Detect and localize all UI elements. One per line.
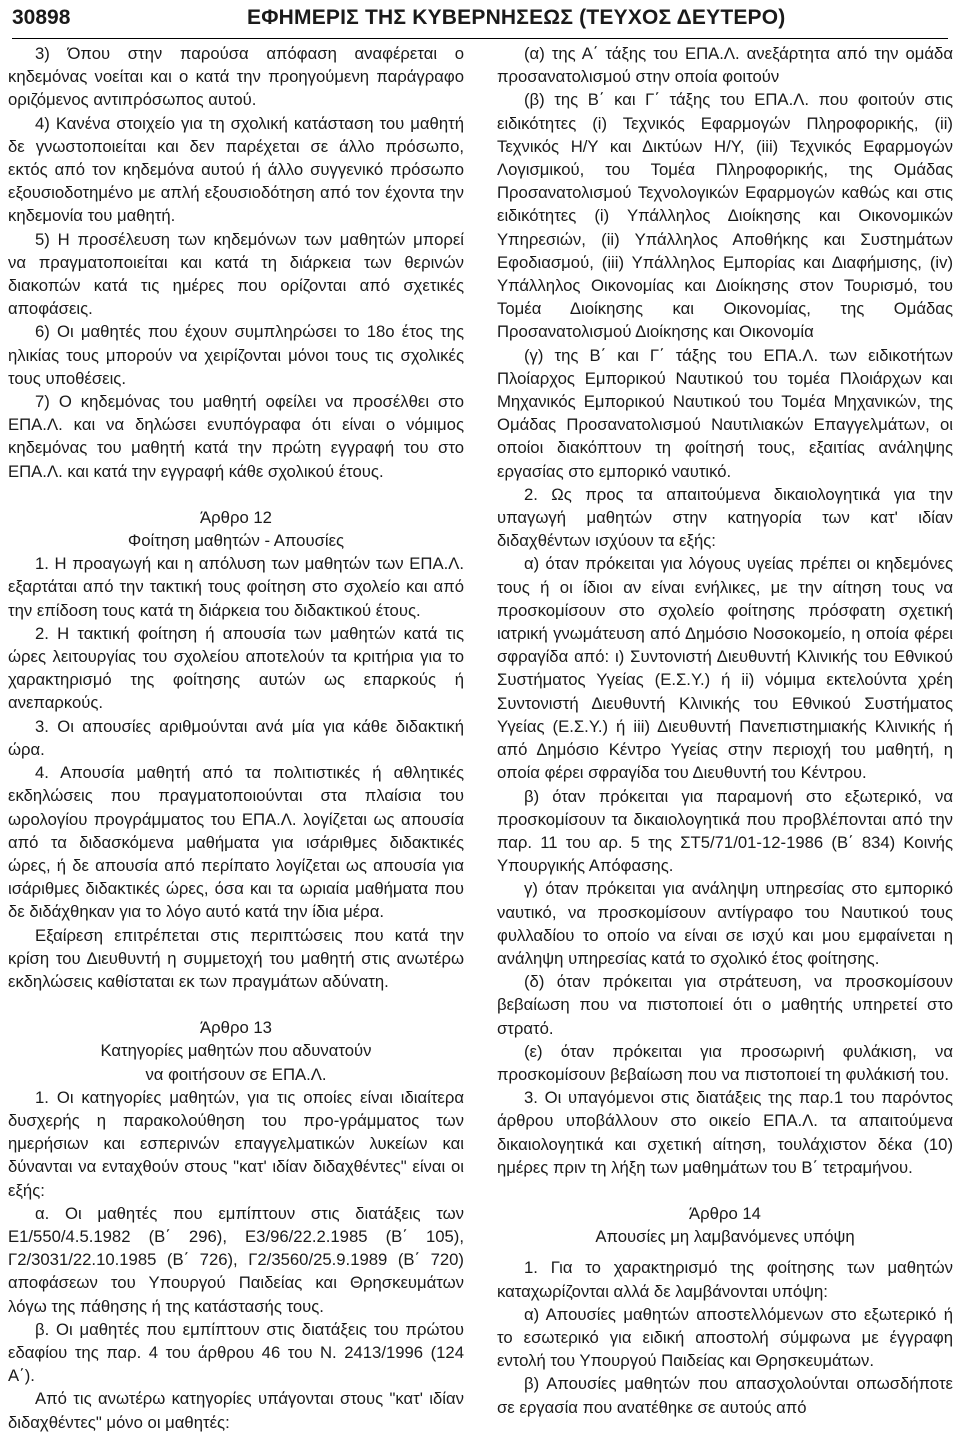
spacer bbox=[8, 483, 464, 506]
paragraph: β. Οι μαθητές που εμπίπτουν στις διατάξεις του πρώτου εδαφίου της παρ. 4 του άρθρου 46 του Ν. 2413/1996 (124 Α΄). bbox=[8, 1319, 464, 1386]
spacer bbox=[8, 993, 464, 1016]
paragraph: Από τις ανωτέρω κατηγορίες υπάγονται στους "κατ' ιδίαν διδαχθέντες" μόνο οι μαθητές: bbox=[8, 1389, 464, 1432]
gazette-title: ΕΦΗΜΕΡΙΣ ΤΗΣ ΚΥΒΕΡΝΗΣΕΩΣ (ΤΕΥΧΟΣ ΔΕΥΤΕΡΟ) bbox=[247, 6, 786, 29]
paragraph: 3. Οι απουσίες αριθμούνται ανά μία για κάθε διδακτική ώρα. bbox=[8, 716, 464, 759]
paragraph: 1. Η προαγωγή και η απόλυση των μαθητών των ΕΠΑ.Λ. εξαρτάται από την τακτική τους φοίτηση στο σχολείο και από την επίδοση τους κατά τη διάρκεια του διδακτικού έτους. bbox=[8, 554, 464, 620]
paragraph: 1. Για το χαρακτηρισμό της φοίτησης των μαθητών καταχωρίζονται αλλά δε λαμβάνονται υπόψη: bbox=[497, 1258, 953, 1301]
paragraph: 4) Κανένα στοιχείο για τη σχολική κατάσταση του μαθητή δε γνωστοποιείται και δεν παρέχεται σε άλλο πρόσωπο, εκτός από τον κηδεμόνα αυτού ή άλλο συγγενικό πρόσωπο εξουσιοδοτημένο με απλή εξουσιοδότηση από τον έχοντα την κηδεμονία του μαθητή. bbox=[8, 113, 464, 226]
paragraph: 7) Ο κηδεμόνας του μαθητή οφείλει να προσέλθει στο ΕΠΑ.Λ. και να δηλώσει ενυπόγραφα ότι είναι ο νόμιμος κηδεμόνας του μαθητή κατά την πρώτη εγγραφή του στο ΕΠΑ.Λ. και κατά την εγγραφή κάθε σχολικού έτους. bbox=[8, 392, 464, 481]
paragraph: 3) Όπου στην παρούσα απόφαση αναφέρεται ο κηδεμόνας νοείται και ο κατά την προηγούμενη παράγραφο οριζόμενος αντιπρόσωπος αυτού. bbox=[8, 44, 464, 110]
spacer bbox=[497, 1179, 953, 1202]
article-12-title: Άρθρο 12 bbox=[200, 507, 272, 527]
paragraph: 4. Απουσία μαθητή από τα πολιτιστικές ή αθλητικές εκδηλώσεις που πραγματοποιούνται στα πλαίσια του ωρολογίου προγράμματος του ΕΠΑ.Λ. λογίζεται ως απουσία από τα διδασκόμενα μαθήματα για ισάριθμες διδακτικές ώρες, ή δε απουσία από περίπατο λογίζεται ως απουσία για ισάριθμες διδακτικές ώρες, όσα και τα ωριαία μαθήματα που δε διδάχθηκαν για το λόγο αυτό κατά την ίδια μέρα. bbox=[8, 763, 464, 922]
article-14-subtitle: Απουσίες μη λαμβανόμενες υπόψη bbox=[595, 1227, 855, 1247]
paragraph: 2. Ως προς τα απαιτούμενα δικαιολογητικά για την υπαγωγή μαθητών στην κατηγορία των κατ' ιδίαν διδαχθέντων ισχύουν τα εξής: bbox=[497, 484, 953, 551]
paragraph: 3. Οι υπαγόμενοι στις διατάξεις της παρ.1 του παρόντος άρθρου υποβάλλουν στο οικείο ΕΠΑ.Λ. τα απαιτούμενα δικαιολογητικά και σχετική αίτηση, τουλάχιστον δέκα (10) ημέρες πριν τη λήξη των μαθημάτων του Β΄ τετραμήνου. bbox=[497, 1088, 953, 1177]
paragraph: 2. Η τακτική φοίτηση ή απουσία των μαθητών κατά τις ώρες λειτουργίας του σχολείου αποτελούν τα κριτήρια για το χαρακτηρισμό της φοίτησης αυτών ως επαρκούς ή ανεπαρκούς. bbox=[8, 623, 464, 713]
paragraph: Εξαίρεση επιτρέπεται στις περιπτώσεις που κατά την κρίση του Διευθυντή η συμμετοχή του μαθητή στις ανωτέρω εκδηλώσεις καθίσταται εκ των πραγμάτων αδύνατη. bbox=[8, 925, 464, 991]
paragraph: α. Οι μαθητές που εμπίπτουν στις διατάξεις των Ε1/550/4.5.1982 (Β΄ 296), Ε3/96/22.2.1985 (Β΄ 105), Γ2/3031/22.10.1985 (Β΄ 726), Γ2/3560/25.9.1989 (Β΄ 720) αποφάσεων του Υπουργού Παιδείας και Θρησκευμάτων λόγω της πάθησης ή της κατάστασής τους. bbox=[8, 1203, 464, 1316]
paragraph: 6) Οι μαθητές που έχουν συμπληρώσει το 18ο έτος της ηλικίας τους μπορούν να χειρίζονται μόνοι τους τις σχολικές τους υποθέσεις. bbox=[8, 322, 464, 388]
article-12-subtitle: Φοίτηση μαθητών - Απουσίες bbox=[127, 531, 345, 551]
right-column bbox=[497, 42, 953, 1422]
article-14-title: Άρθρο 14 bbox=[689, 1203, 761, 1223]
paragraph: (δ) όταν πρόκειται για στράτευση, να προσκομίσουν βεβαίωση που να πιστοποιεί ότι ο μαθητής υπηρετεί στο στρατό. bbox=[497, 972, 953, 1038]
paragraph: (α) της Α΄ τάξης του ΕΠΑ.Λ. ανεξάρτητα από την ομάδα προσανατολισμού στην οποία φοιτούν bbox=[497, 44, 953, 87]
paragraph: 1. Οι κατηγορίες μαθητών, για τις οποίες είναι ιδιαίτερα δυσχερής η παρακολούθηση του προ-γράμματος των ημερήσιων και εσπερινών επαγγελματικών λυκείων και δύνανται να ενταχθούν στους "κατ' ιδίαν διδαχθέντες" είναι οι εξής: bbox=[8, 1087, 464, 1200]
left-column bbox=[8, 42, 464, 1432]
paragraph: (ε) όταν πρόκειται για προσωρινή φυλάκιση, να προσκομίσουν βεβαίωση που να πιστοποιεί τη φυλάκισή του. bbox=[497, 1041, 953, 1084]
paragraph: 5) Η προσέλευση των κηδεμόνων των μαθητών μπορεί να πραγματοποιείται και κατά τη διάρκεια των θερινών διακοπών κατά τις ημέρες που ορίζονται από σχετικές αποφάσεις. bbox=[8, 229, 464, 319]
paragraph: α) όταν πρόκειται για λόγους υγείας πρέπει οι κηδεμόνες τους ή οι ίδιοι αν είναι ενήλικες, με την αίτηση τους να προσκομίσουν στο σχολείο φοίτησης πρόσφατη σχετική ιατρική γνωμάτευση από Δημόσιο Νοσοκομείο, η οποία φέρει σφραγίδα από: ι) Συντονιστή Διευθυντή Κλινικής του Εθνικού Συστήματος Υγείας (Ε.Σ.Υ.) ή ii) νόμιμα εκτελούντα χρέη Συντονιστή Διευθυντή Κλινικής του Εθνικού Συστήματος Υγείας (Ε.Σ.Υ.) ή iii) Διευθυντή Πανεπιστημιακής Κλινικής ή από Δημόσιο Κέντρο Υγείας στην περιοχή του μαθητή, η οποία φέρει σφραγίδα του Διευθυντή του Κέντρου. bbox=[497, 554, 953, 783]
article-13-subtitle: να φοιτήσουν σε ΕΠΑ.Λ. bbox=[145, 1064, 327, 1084]
paragraph: γ) όταν πρόκειται για ανάληψη υπηρεσίας στο εμπορικό ναυτικό, να προσκομίσουν αντίγραφο του Ναυτικού τους φυλλαδίου το οποίο να είναι σε ισχύ και μου εμφαίνεται η ανάληψη υπηρεσίας κατά το σχολικό έτος φοίτησης. bbox=[497, 879, 953, 968]
paragraph: α) Απουσίες μαθητών αποστελλόμενων στο εξωτερικό ή το εσωτερικό για ειδική αποστολή σύμφωνα με έγγραφη εντολή του Υπουργού Παιδείας και Θρησκευμάτων. bbox=[497, 1304, 953, 1371]
spacer bbox=[497, 1248, 953, 1256]
page-header bbox=[12, 4, 948, 39]
page-number: 30898 bbox=[12, 6, 71, 29]
paragraph: β) όταν πρόκειται για παραμονή στο εξωτερικό, να προσκομίσουν τα δικαιολογητικά που προβλέπονται από την παρ. 11 του αρ. 5 της ΣΤ5/71/01-12-1986 (Β΄ 834) Κοινής Υπουργικής Απόφασης. bbox=[497, 786, 953, 876]
paragraph: β) Απουσίες μαθητών που απασχολούνται οπωσδήποτε σε εργασία που ανατέθηκε σε αυτούς από bbox=[497, 1374, 953, 1417]
paragraph: (γ) της Β΄ και Γ΄ τάξης του ΕΠΑ.Λ. των ειδικοτήτων Πλοίαρχος Εμπορικού Ναυτικού του τομέα Πλοιάρχων και Μηχανικός Εμπορικού Ναυτικού του Τομέα Μηχανικών, της Ομάδας Προσανατολισμού Ναυτιλιακών Επαγγελμάτων, οι οποίοι διακόπτουν τη φοίτησή τους, εξαιτίας ανάληψης εργασίας στο εμπορικό ναυτικό. bbox=[497, 345, 953, 481]
article-13-title: Άρθρο 13 bbox=[200, 1018, 272, 1038]
article-13-subtitle: Κατηγορίες μαθητών που αδυνατούν bbox=[100, 1041, 372, 1061]
paragraph: (β) της Β΄ και Γ΄ τάξης του ΕΠΑ.Λ. που φοιτούν στις ειδικότητες (i) Τεχνικός Εφαρμογών Πληροφορικής, (ii) Τεχνικός Η/Υ και Δικτύων Η/Υ, (iii) Τεχνικός Εφαρμογών Λογισμικού, του Τομέα Πληροφορικής, της Ομάδας Προσανατολισμού Τεχνολογικών Εφαρμογών καθώς και στις ειδικότητες (i) Υπάλληλος Διοίκησης και Οικονομικών Υπηρεσιών, (ii) Υπάλληλος Αποθήκης και Συστημάτων Εφοδιασμού, (iii) Υπάλληλος Εμπορίας και Διαφήμισης, (iv) Υπάλληλος Οικονομίας και Διοίκησης στον Τουρισμό, του Τομέα Διοίκησης και Οικονομίας, της Ομάδας Προσανατολισμού Διοίκησης και Οικονομία bbox=[497, 90, 953, 342]
